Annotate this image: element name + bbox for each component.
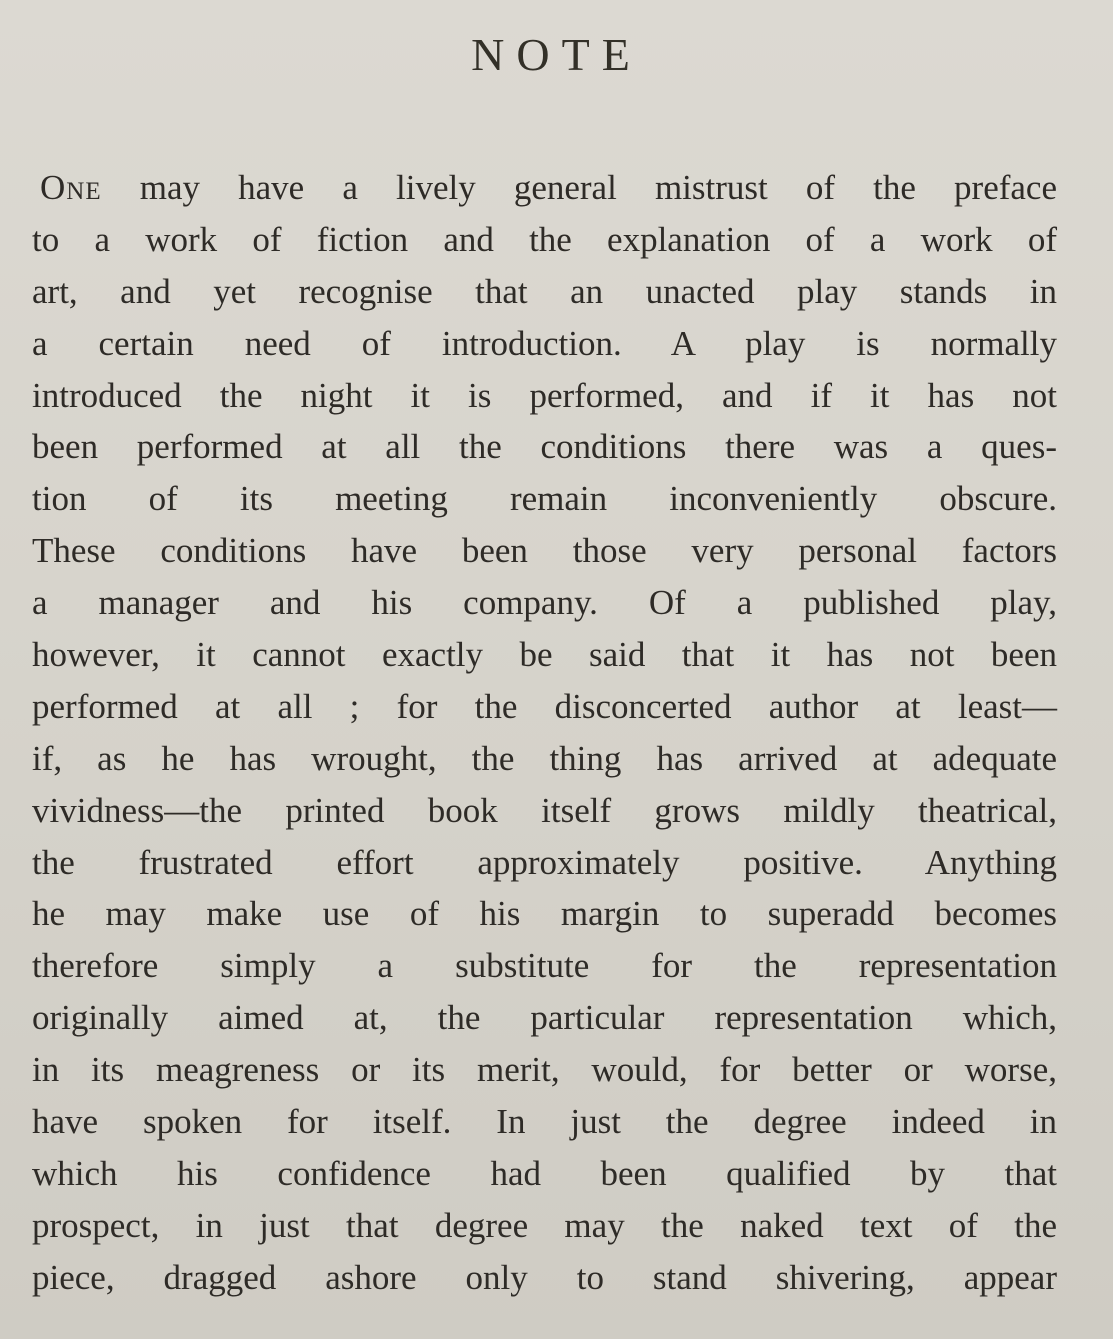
text-line: to a work of fiction and the explanation of a work of (32, 219, 1057, 259)
text-line: the frustrated effort approximately positive. Anything (32, 842, 1057, 882)
drop-word: One (40, 168, 102, 207)
text-line: a manager and his company. Of a published play, (32, 583, 1057, 623)
body-paragraph (32, 162, 1057, 1304)
text-line: been performed at all the conditions there was a ques- (32, 427, 1057, 467)
text-line: which his confidence had been qualified by that (32, 1153, 1057, 1193)
text-line: therefore simply a substitute for the representation (32, 946, 1057, 986)
text-line: performed at all ; for the disconcerted author at least— (32, 686, 1057, 726)
text-line: These conditions have been those very personal factors (32, 531, 1057, 571)
text-line: he may make use of his margin to superadd becomes (32, 894, 1057, 934)
text-line: introduced the night it is performed, and if it has not (32, 375, 1057, 415)
text-line: have spoken for itself. In just the degree indeed in (32, 1102, 1057, 1142)
text-line: originally aimed at, the particular representation which, (32, 998, 1057, 1038)
text-line: if, as he has wrought, the thing has arrived at adequate (32, 738, 1057, 778)
text-line: tion of its meeting remain inconveniently obscure. (32, 479, 1057, 519)
text-line: prospect, in just that degree may the naked text of the (32, 1205, 1057, 1245)
text-line: art, and yet recognise that an unacted play stands in (32, 271, 1057, 311)
text-line: vividness—the printed book itself grows mildly theatrical, (32, 790, 1057, 830)
text-line: piece, dragged ashore only to stand shivering, appear (32, 1257, 1057, 1297)
text-line: One may have a lively general mistrust of the preface (40, 168, 1057, 207)
page-title: NOTE (471, 29, 642, 80)
text-line: in its meagreness or its merit, would, for better or worse, (32, 1050, 1057, 1090)
text-line: however, it cannot exactly be said that it has not been (32, 635, 1057, 675)
text-line: a certain need of introduction. A play is normally (32, 323, 1057, 363)
